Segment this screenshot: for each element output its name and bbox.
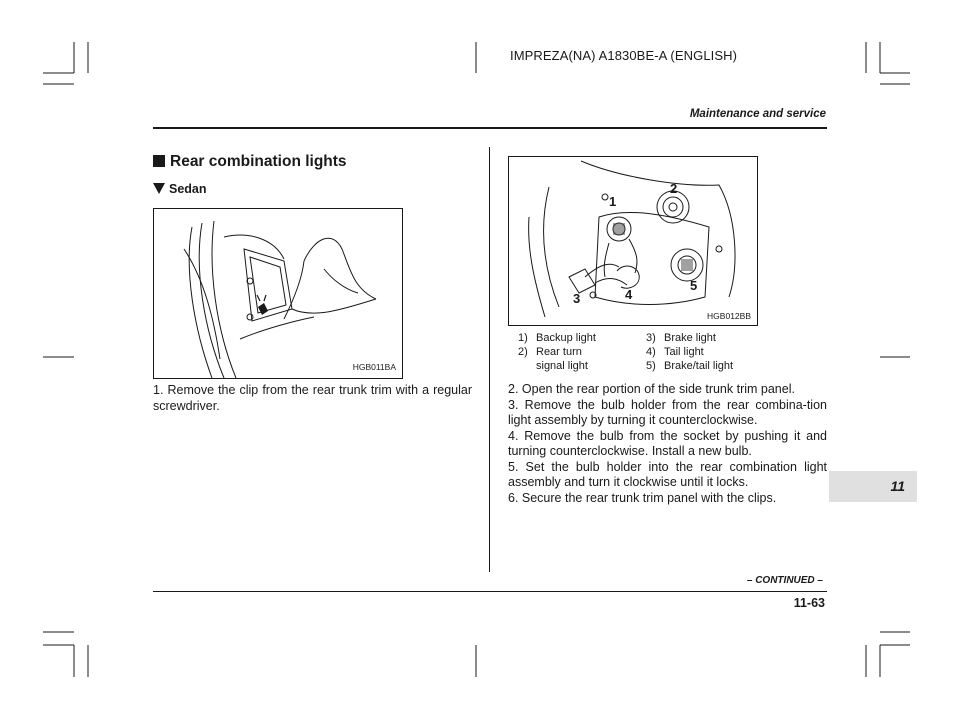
step-3-text: 3. Remove the bulb holder from the rear combina-tion light assembly by turning it counterclockwise. — [508, 397, 827, 427]
square-bullet-icon — [153, 155, 165, 167]
document-id: IMPREZA(NA) A1830BE-A (ENGLISH) — [510, 48, 738, 63]
step-2-text: 2. Open the rear portion of the side trunk trim panel. — [508, 382, 795, 396]
step-1-text: 1. Remove the clip from the rear trunk trim with a regular screwdriver. — [153, 383, 472, 413]
footer-rule — [153, 591, 827, 592]
callout-4: 4 — [625, 287, 633, 302]
trunk-trim-illustration — [154, 209, 402, 378]
figure-code: HGB012BB — [707, 311, 751, 321]
legend-item: 1) Backup light — [518, 332, 596, 344]
section-title: Maintenance and service — [689, 108, 826, 120]
continued-note: – CONTINUED – — [746, 575, 823, 586]
procedure-steps — [508, 382, 827, 506]
callout-2: 2 — [670, 181, 678, 196]
legend-item: 4) Tail light — [646, 346, 704, 358]
step-6-text: 6. Secure the rear trunk trim panel with the clips. — [508, 490, 777, 505]
header-rule — [153, 127, 827, 129]
callout-1: 1 — [609, 194, 617, 209]
legend-item: 5) Brake/tail light — [646, 360, 734, 372]
chapter-tab — [829, 471, 917, 502]
step-4-text: 4. Remove the bulb from the socket by pushing it and turning counterclockwise. Install a new bulb. — [508, 428, 827, 458]
page-heading — [153, 153, 347, 171]
legend-item: 3) Brake light — [646, 332, 716, 344]
page-number: 11-63 — [793, 596, 825, 610]
column-divider — [489, 147, 490, 572]
subheading-text: Sedan — [169, 182, 207, 196]
legend-item: 2) Rear turn — [518, 346, 582, 358]
legend-item: signal light — [536, 360, 588, 372]
figure-code: HGB011BA — [352, 362, 396, 372]
heading-text: Rear combination lights — [170, 153, 347, 170]
rear-light-illustration — [509, 157, 757, 325]
chapter-number: 11 — [890, 478, 905, 494]
callout-5: 5 — [690, 278, 698, 293]
figure-trunk-trim-clip — [153, 208, 403, 379]
triangle-bullet-icon — [153, 183, 165, 194]
figure-legend — [518, 332, 758, 374]
subheading — [153, 182, 207, 196]
callout-3: 3 — [573, 291, 581, 306]
step-5-text: 5. Set the bulb holder into the rear combination light assembly and turn it clockwise until it locks. — [508, 459, 827, 489]
figure-rear-light-assembly — [508, 156, 758, 326]
